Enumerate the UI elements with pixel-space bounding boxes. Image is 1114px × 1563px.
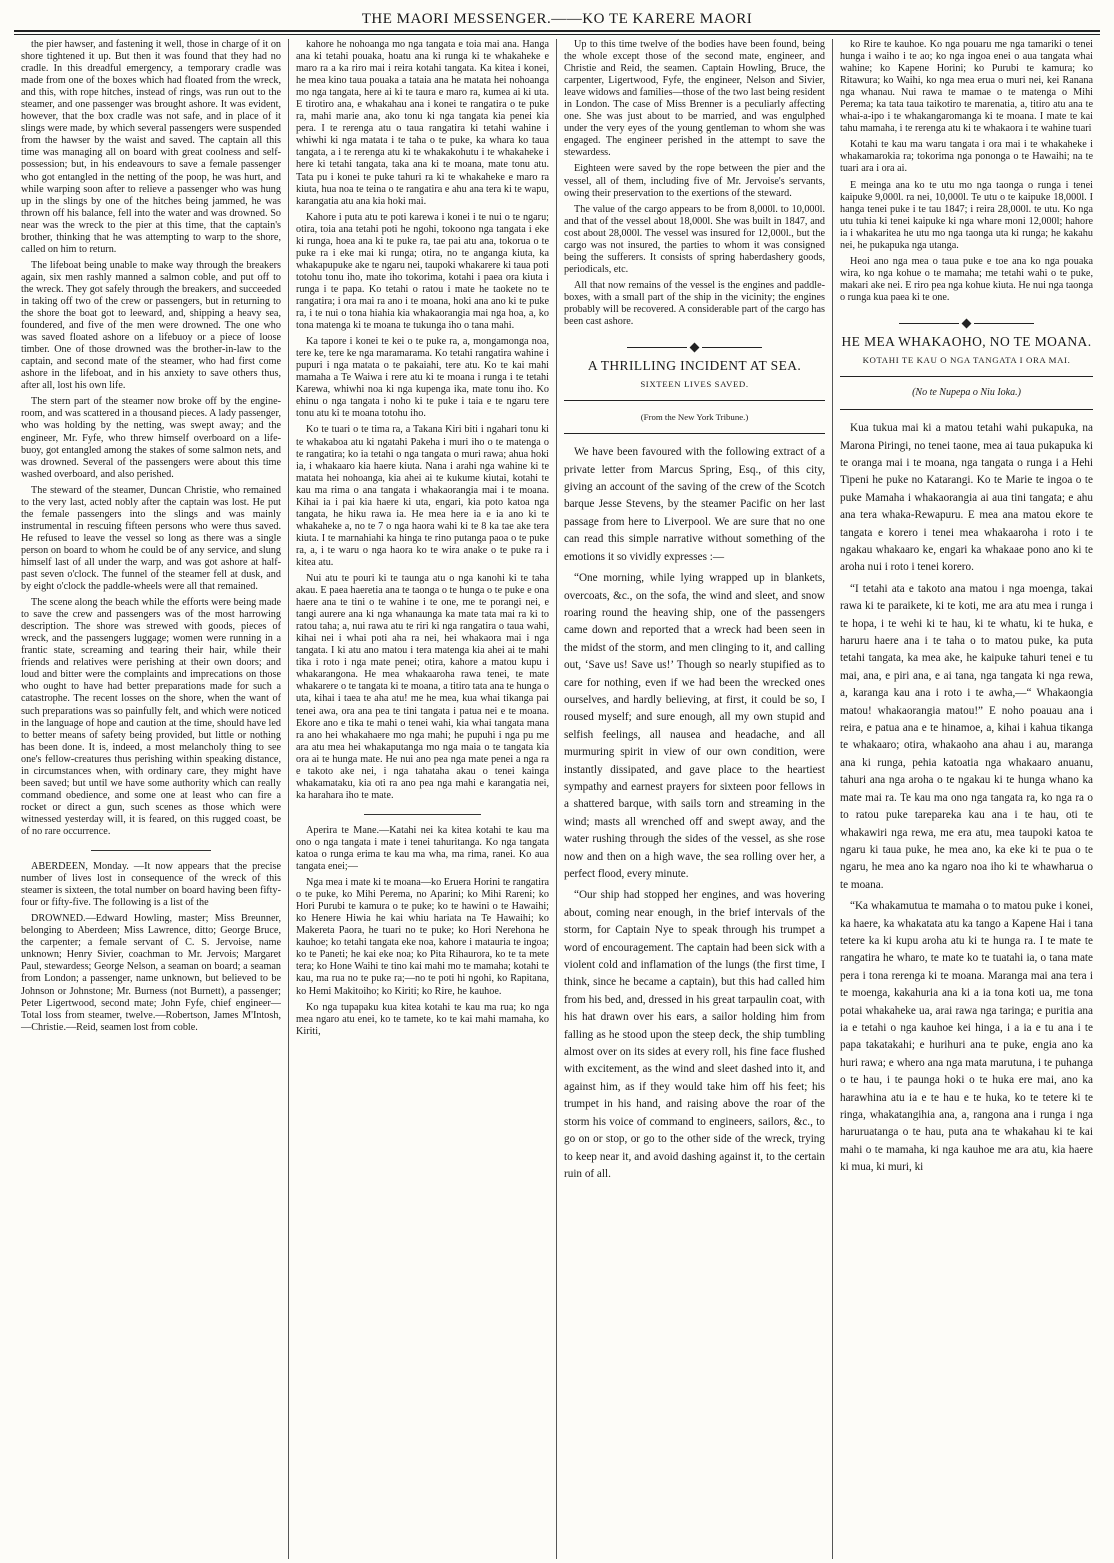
article-paragraph: Kotahi te kau ma waru tangata i ora mai i te whakaheke i whakamarokia ra; tokorima nga pononga o te Hawaihi; na te tuari ara i ora ai.	[840, 139, 1093, 175]
story-paragraph: We have been favoured with the following extract of a private letter from Marcus Spring, Esq., of this city, giving an account of the saving of the crew of the Scotch barque Jesse Stevens, by the steamer Pacific on her last passage from here to Liverpool. We are sure that no one can read this simple narrative without something of the emotions it so vividly expresses :—	[564, 446, 825, 563]
article-paragraph: ABERDEEN, Monday. —It now appears that the precise number of lives lost in consequence of the wreck of this steamer is sixteen, the total number on board having been fifty-four or fifty-five. The following is a list of the	[21, 861, 281, 909]
article-paragraph: The stern part of the steamer now broke off by the engine-room, and was scattered in a thousand pieces. A lady passenger, who was holding by the netting, was swept away; and the engineer, Mr. Fyfe, who threw himself overboard on a life-buoy, got entangled among the stakes of some salmon nets, and was drowned. Several of the passengers were about this time washed overboard, and also perished.	[21, 396, 281, 480]
column-2-maori-wreck	[288, 39, 556, 1559]
article-paragraph: Nui atu te pouri ki te taunga atu o nga kanohi ki te taha akau. E paea haeretia ana te taonga o te hunga o te puke e ona haere ana te tini o te wahine i te one, me te porangi nei, e tangi aurere ana ki nga whanaunga ka mate tata mai ra ki to ratou taha; a, nui rawa atu te riri ki nga rangatira o taua wahi, kihai nei i whai poti aha ra nei, hei whakaora mai i nga tangata. I ki atu ano matou i tera matenga kia ahei ai te mahi tika i roto i nga mate penei; otira, kahore a matou kupu i whakarangona. He mea whakaaroha rawa tenei, te mate whakarere o te tangata ki te moana, a titiro tata ana te hunga o uta, kihai i taea te aha atu! me he mea, kua whai tikanga pai tenei awa, ora ana pea te tini tangata i patua nei e te moana. Ekore ano e tika te mahi o tenei wahi, kia whai tangata mana ra ano hei whakahaere mo nga mahi; he pupuhi i nga pu me ara atu mea hei whakaputanga mo nga maia o te tangata kia ora ai te hunga mate. He nui ano pea nga mate penei a nga ra e takoto ake nei, i nga tahataha akau o tenei kainga whakamataku, kia oti ra ano pea nga mahi e karangatia nei, ka harahara iho te mate.	[296, 573, 549, 801]
article-paragraph: The lifeboat being unable to make way through the breakers again, six men rashly manned a salmon coble, and put off to the wreck. They got safely through the breakers, and succeeded in taking off two of the crew or passengers, but in returning to the shore the boat got to leeward, and, shipping a heavy sea, foundered, and five of the men were drowned. The one who was saved floated ashore on a lifebuoy or a piece of loose timber. One of those drowned was the brother-in-law to the captain, and second mate of the steamer, who had first come ashore in the lifeboat, and in his anxiety to save others thus, after all, lost his own life.	[21, 259, 281, 392]
article-paragraph: Eighteen were saved by the rope between the pier and the vessel, all of them, including five of Mr. Jervoise's servants, owing their preservation to the exertions of the steward.	[564, 163, 825, 199]
column-3-english-incident	[556, 39, 832, 1559]
source-credit: (No te Nupepa o Niu Ioka.)	[912, 387, 1021, 399]
masthead: THE MAORI MESSENGER.——KO TE KARERE MAORI	[361, 11, 753, 27]
story-paragraph: “Ka whakamutua te mamaha o to matou puke i konei, ka haere, ka whakatata atu ka tango a Kapene Hai i tana tetere ka ki kupu aroha atu ki te hunga ra. I te mate te rangatira he wharo, te mate ko te tuatahi ia, o tana mate pera i tona rerenga ki te moana. Maranga mai ana tera i te moenga, kakahuria ana ki a ia tona koti ua, me tona potai whakaheke ua, arai rawa nga taringa; e puritia ana ia e tetahi o nga kauhoe kei hinga, i a ia e tu ana i te papa takatakahi; e hurihuri ana te puke, engia ano ka huri rawa; e whero ana nga mata marutuna, i te puhanga o te hau, i te paunga hoki o te huka ere mai, ano ka harawhina atu ia e te hau e te huka, ko te tetere ki te ringa, whakatangihia ana, a, rangona ana i runga i nga haruruatanga o te hau, puta ana te whakahau ki te kai mahi o te mamaha, ki nga kauhoe me ara atu, kia haere ki mua, ki muri, ki	[840, 900, 1093, 1174]
columns	[14, 39, 1100, 1559]
headline-thrilling-incident: A THRILLING INCIDENT AT SEA.	[587, 358, 802, 374]
article-paragraph: Aperira te Mane.—Katahi nei ka kitea kotahi te kau ma ono o nga tangata i mate i tenei tahuritanga. Ko nga tangata katoa o runga erima te kau ma wha, ma rima, ranei. Ko aua tangata enei;—	[296, 824, 549, 873]
story-paragraph: “Our ship had stopped her engines, and was hovering about, coming near enough, in the brief intervals of the storm, for Captain Nye to speak through his trumpet a word of encouragement. The captain had been sick with a violent cold and inflamation of the lungs (the first time, I think, since he became a captain), but this had called him from his bed, and, dressed in his great tarpaulin coat, with his hat drawn over his ears, a sailor holding him from falling as he stood upon the steep deck, the ship tumbling almost over on its sides at every roll, his fine face flushed with excitement, as the wind and sleet dashed into it, and against him, as if they would take him off his feet; his trumpet in his hand, and raising above the roar of the storm his voice of command to engineers, sailors, &c., to go on or stop, or go to the other side of the wreck, trying to keep near it, and avoid dashing against it, to the certain ruin of all.	[564, 889, 825, 1180]
source-credit: (From the New York Tribune.)	[640, 412, 749, 423]
story-paragraph: “I tetahi ata e takoto ana matou i nga moenga, takai rawa ki te paraikete, ki te koti, me ara atu mea i runga i te hopa, i te wehi ki te hau, ki te whatu, ki te huka, e haruru haere ana i te taha o to matou puke, ka puta tetahi tangata, ka mea ake, he kaipuke tahuri tenei e tu mai, ana, e piri ana, e ai tana, nga tangata ki nga rewa, a, karanga kau ana i roto i te awha,—“ Whakaongia matou! whakaorangia matou!” E noho poauau ana i reira, e patua ana e te hinamoe, a, kihai i kahua tikanga te whakaaro; otira, whakaoho ana ahau i au, maranga ana ki runga, pehia katoatia nga whakaaro anuanu, tahuri ana nga aroha o te ngakau ki te hunga whano ka mate mai ra. Te kau ma ono nga tangata ra, ko nga ra o to ratou puke tarepareka kau ana i te hau, oti te whakawiri nga rewa, me era atu, mea taupoki katoa te ngaru ki taua puke, he mea ano, ka eke ki te pua o te ngaru, he mea ano ka ngaro noa iho ki te whawharua o te moana.	[840, 582, 1093, 891]
article-paragraph: Kahore i puta atu te poti karewa i konei i te nui o te ngaru; otira, toia ana tetahi poti he ngohi, tokoono nga tangata i eke ki runga, hoea ana ki te puke ra, tae pai atu ana, tokorua o te puke ra i eke mai ki runga; otira, no te anganga kiuta, ka whakapupuke ake te ngaru nei, taupoki whakarere ki taua poti totohu tonu iho, mate iho tokorima, kotahi i paea ora kiuta i runga i te papa. Ko tetahi o ratou i mate he taokete no te rangatira; i ora mai ra ano i te moana, hoki ana ano ki te puke ra, i te nui o tona hiahia kia whakaorangia mai nga hoa, a, ko tona matenga ki te moana te tukunga iho o tana mahi.	[296, 211, 549, 332]
story-paragraph: “One morning, while lying wrapped up in blankets, overcoats, &c., on the sofa, the wind and sleet, and snow roaring round the heaving ship, one of the passengers came down and reported that a wreck had been seen in the midst of the storm, and men clinging to it, and calling out, ‘Save us! Save us!’ Though so nearly stupified as to care for nothing, even if we had been the wrecked ones ourselves, and hardly believing, at first, it could be so, I roused myself; and sure enough, all my own stupid and selfish feelings, all nausea and headache, and all murmuring spirit in view of our own condition, were instantly dissipated, and gave place to the heartiest sympathy and earnest prayers for sixteen poor fellows in a shattered barque, with sails torn and streaming in the wind; masts all wrenched off and swept away, and the water rushing through the sides of the vessel, as she rose now and then on a high wave, the sea rolling over her, a perfect flood, every minute.	[564, 572, 825, 881]
rule	[564, 433, 825, 434]
subheadline: KOTAHI TE KAU O NGA TANGATA I ORA MAI.	[862, 355, 1071, 366]
article-paragraph: ko Rire te kauhoe. Ko nga pouaru me nga tamariki o tenei hunga i waiho i te ao; ko nga ingoa enei o aua tangata whai wahine; ko Kapene Horini; ko Purubi te kamura; ko Ritawura; ko Waihi, ko nga mea erua o muri nei, kei Ranana nga whanau. Nui rawa te mamae o te matenga o Mihi Perema; ka tata taua taikotiro te marenatia, a, titiro atu ana te whai-a-ipo i te whakangaromanga ki te moana. I mate te kai tahu mamaha, i te rerenga atu ki te whakaora i te wahine tuari	[840, 39, 1093, 135]
article-paragraph: E meinga ana ko te utu mo nga taonga o runga i tenei kaipuke 9,000l. ra nei, 10,000l. Te utu o te kaipuke 18,000l. I hanga tenei puke i te tau 1847; i reira 28,000l. te utu. Ko nga utu tuhia ki tenei kaipuke ki nga whare moni 12,000l; hahore ia i whakaritea he utu mo nga taonga uta ki runga; he kakahu nei, he pukapuka nga utanga.	[840, 179, 1093, 251]
article-paragraph: The value of the cargo appears to be from 8,000l. to 10,000l. and that of the vessel about 18,000l. She was built in 1847, and cost about 28,000l. The vessel was insured for 12,000l., but the cargo was not insured, the parties to whom it was consigned being the sufferers. It consists of spring haberdashery goods, periodicals, etc.	[564, 203, 825, 275]
rule	[840, 376, 1093, 377]
column-4-maori-incident	[832, 39, 1100, 1559]
article-paragraph: The scene along the beach while the efforts were being made to save the crew and passengers was of the most harrowing description. The shore was strewed with goods, pieces of wreck, and the passengers luggage; women were running in a frantic state, screaming and tearing their hair, while their friends and relatives were perishing at their own doors; and loud and bitter were the complaints and imprecations on those who ought to have had better preparations made for such a catastrophe. The recent losses on the shore, when the want of such preparations was so painfully felt, and which were noticed in the language of hope and caution at the time, should have led to better means of safety being provided, but little or nothing has been done. It is, indeed, a most melancholy thing to see one's fellow-creatures thus perishing within speaking distance, in circumstances when, with ordinary care, they might have been saved; but until we have some authority which can really command obedience, and some one at least who can fire a rocket or direct a gun, such scenes as those which were witnessed yesterday will, it is feared, on this rugged coast, be of no rare occurrence.	[21, 597, 281, 837]
article-paragraph: the pier hawser, and fastening it well, those in charge of it on shore tightened it up. But then it was found that they had no cradle. In this dreadful emergency, a temporary cradle was made from one of the boxes which had floated from the wreck, and this, with rope hitches, instead of rings, was run out to the steamer, and one passenger was brought ashore. It was evident, however, that the box cradle was not safe, and in place of it slings were made, by which several passengers were suspended from the hawser by the waist and saved. The captain all this time was managing all on board with great coolness and self-possession; but, in his endeavours to save a female passenger who got entangled in the netting of the poop, he was hurt, and while warping soon after to relieve a passenger who was hung up in the slings by one of the hitches being jammed, he was thrown off his balance, fell into the water and was drowned. So near was the wreck to the pier at this time, that the captain's brother, thinking that he was attempting to warp to the shore, called on him to return.	[21, 39, 281, 255]
column-1-english-wreck	[14, 39, 288, 1559]
article-paragraph: Ka tapore i konei te kei o te puke ra, a, mongamonga noa, tere ke, tere ke nga maramarama. Ko tetahi rangatira wahine i pupuri i nga matata o te pakaiahi, tere atu. Ko te kai mahi mamaha a Te Waiwa i rere atu ki te moana i runga i te tetahi Karewa, whiwhi noa ki nga kupenga ika, mate tonu iho. Ko ehinu o nga tangata i noho ki te puke i taia e te ngaru tere tonu atu ki te moana totohu iho.	[296, 336, 549, 420]
article-paragraph: Heoi ano nga mea o taua puke e toe ana ko nga pouaka wira, ko nga kohue o te mamaha; me tetahi wahi o te puke, makari ake nei. E riro pea nga kohue kiuta. He nui nga taonga o runga kua paea ki te one.	[840, 255, 1093, 303]
rule	[564, 400, 825, 401]
headline-he-mea-whakaoho: HE MEA WHAKAOHO, NO TE MOANA.	[841, 334, 1092, 350]
ornament-divider	[564, 342, 825, 354]
article-paragraph: The steward of the steamer, Duncan Christie, who remained to the very last, acted nobly after the captain was lost. He put the female passengers into the slings and was mainly instrumental in rescuing fifteen persons who were thus saved. He refused to leave the vessel so long as there was a single person on board to whom he could be of any service, and slung himself last of all under the warp, and was got ashore at half-past seven o'clock. The funnel of the steamer fell at dusk, and by eight o'clock the paddle-wheels were all that remained.	[21, 484, 281, 593]
article-paragraph: kahore he nohoanga mo nga tangata e toia mai ana. Hanga ana ki tetahi pouaka, hoatu ana ki runga ki te whakaheke e maro ra a ka riro mai i reira kotahi tangata. Ka kitea i konei, he mea kino taua pouaka a tataia ana he matata hei nohoanga mo nga tangata, here ai ki te taura e maro ra, kumea ai ki uta. E tirotiro ana, e whakahau ana i konei te rangatira o te puke ra, mahi marie ana, ako tonu ki nga tangata kia penei kia pera. I te rerenga atu o taua rangatira ki tetahi wahine i whiwhi ki nga matata i te taha o te puke, ka whara ko taua tangata, a i te rerenga atu ki te whakakohutu i te whakaheke i here ki tetahi tangata, taka ana ki te moana, mate tonu atu. Tata pu i konei te puke tahuri ra ki te whakaheke e maro ra kiuta, hua noa te teina o te rangatira e ahu ana tera ki te wapu, karangatia atu ana kia hoki mai.	[296, 39, 549, 207]
article-paragraph: Ko nga tupapaku kua kitea kotahi te kau ma rua; ko nga mea ngaro atu enei, ko te tamete, ko te kai mahi mamaha, ko Kiriti,	[296, 1001, 549, 1037]
section-divider	[364, 814, 480, 815]
article-paragraph: All that now remains of the vessel is the engines and paddle-boxes, with a small part of the ship in the vicinity; the engines probably will be recovered. A considerable part of the cargo has been cast ashore.	[564, 279, 825, 328]
ornament-divider	[840, 318, 1093, 330]
masthead-rule	[14, 30, 1100, 35]
drowned-list: DROWNED.—Edward Howling, master; Miss Breunner, belonging to Aberdeen; Miss Lawrence, ditto; George Bruce, the carpenter; a female servant of C. S. Jervoise, name unknown; Henry Sivier, coachman to Mr. Jervois; Margaret Paul, stewardess; George Nelson, a seaman on board; a seaman from London; a passenger, name unknown, but believed to be Johnson or Johnstone; Mr. Burness (not Burnett), a passenger; Peter Ligertwood, second mate; John Fyfe, chief engineer—Total loss from steamer, twelve.—Robertson, James M'Intosh, —Christie.—Reid, seamen lost from coble.	[21, 913, 281, 1033]
section-divider	[91, 850, 211, 851]
subheadline: SIXTEEN LIVES SAVED.	[640, 379, 749, 390]
article-paragraph: Up to this time twelve of the bodies have been found, being the whole except those of the second mate, engineer, and Christie and Reid, the seamen. Captain Howling, Bruce, the carpenter, Ligertwood, Fyfe, the engineer, Nelson and Sivier, leave widows and families—those of the two last being resident in London. The case of Miss Brenner is a peculiarly affecting one. She was just about to be married, and was engulphed under the very eyes of the young gentleman to whom she was engaged. The engineer perished in the attempt to save the stewardess.	[564, 39, 825, 159]
rule	[840, 409, 1093, 410]
drowned-list-maori: Nga mea i mate ki te moana—ko Eruera Horini te rangatira o te puke, ko Mihi Perema, no Aparini; ko Mihi Rareni; ko Hori Purubi te kamura o te puke; ko te hawini o te Hawaihi; ko Henere Hiwia he kai whiu hariata na Te Hawaihi; ko Makereta Paora, he tuari no te puke; ko Hori Nerehona he kauhoe; ko tetahi tangata eke noa, kahore i matauria te ingoa; ko te Paneti; he kai eke noa; ko Pita Rihaurora, ko te ta mete tera; ko Hone Waihi te tino kai mahi mo te mamaha; kotahi te kau, ma rua no te puke ra;—no te poti hi ngohi, ko Rapitana, ko Hemi Makitoiho; ko Kiriti; ko Rire, he kauhoe.	[296, 877, 549, 997]
story-paragraph: Kua tukua mai ki a matou tetahi wahi pukapuka, na Marona Piringi, no tenei taone, mea ai taua pukapuka ki te oranga mai i te moana, nga tangata o runga i a Hehi Tipeni he puke no Katarangi. Ko te Marie te ingoa o te puke Mamaha i whakaorangia ai aua tini tangata; e ahu ana tera whaka-Rewapuru. E mea ana matou ekore te tangata e korero i tenei mea whakaaroha i roto i te ngakau whakaaro ke, engari ka whakaae pono ano ki te aroha nui i roto i tenei korero.	[840, 422, 1093, 574]
article-paragraph: Ko te tuari o te tima ra, a Takana Kiri biti i ngahari tonu ki te whakaboa atu ki ngatahi Pakeha i muri iho o te matenga o te rangatira; ko ia tetahi o nga tangata o muri rawa; ahua hoki ia, i whakaaro kia haere kiuta. Nana i arahi nga wahine ki te matata hei nohoanga, kia ahei ai te kukume kiutai, kotahi te kau ma rima o ana tangata i whakaorangia mai i te moana. Kihai ia i pai kia haere ki uta, engari, kia poto katoa nga tangata, he hiku rawa ia. He mea here ia e ia ano ki te whakaheke a, no te 7 o nga haora wahi ki te 8 ka tae ake tera kiuta. I te marnahiahi ka hinga te rino putanga paoa o te puke ra, a, i te waru o nga haora ko te wira anake o te puke ra i kitea atu.	[296, 424, 549, 568]
